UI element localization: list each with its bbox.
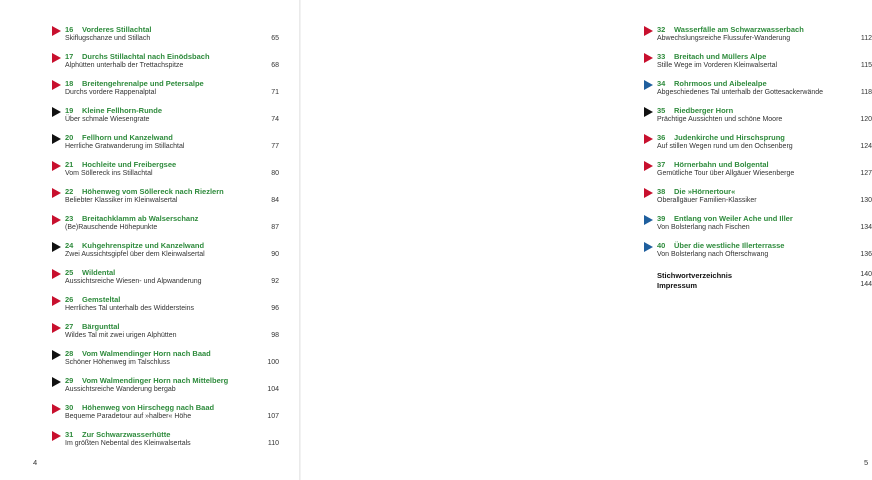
- tour-page-number: 71: [271, 89, 279, 96]
- tour-subtitle: Stille Wege im Vorderen Kleinwalsertal: [657, 62, 778, 69]
- tour-page-number: 74: [271, 116, 279, 123]
- tour-subtitle: Herrliche Gratwanderung im Stillachtal: [65, 143, 185, 150]
- toc-entry: [52, 52, 279, 79]
- tour-title: Fellhorn und Kanzelwand: [82, 133, 173, 142]
- toc-entry: [52, 241, 279, 268]
- toc-entry: [52, 25, 279, 52]
- tour-subtitle: Prächtige Aussichten und schöne Moore: [657, 116, 783, 123]
- tour-title: Vorderes Stillachtal: [82, 25, 152, 34]
- tour-number: 28: [65, 349, 74, 358]
- toc-entry: [52, 133, 279, 160]
- tour-page-number: 96: [271, 305, 279, 312]
- tour-title: Breitachklamm ab Walserschanz: [82, 214, 199, 223]
- tour-page-number: 68: [271, 62, 279, 69]
- triangle-marker-icon: [644, 242, 653, 252]
- toc-entry: [52, 295, 279, 322]
- tour-title: Höhenweg von Hirschegg nach Baad: [82, 403, 215, 412]
- tour-subtitle: Oberallgäuer Familien-Klassiker: [657, 197, 757, 204]
- triangle-marker-icon: [52, 323, 61, 333]
- tour-subtitle: Auf stillen Wegen rund um den Ochsenberg: [657, 143, 793, 150]
- toc-entry: [52, 403, 279, 430]
- tour-title: Riedberger Horn: [674, 106, 734, 115]
- tour-number: 38: [657, 187, 666, 196]
- tour-number: 17: [65, 52, 74, 61]
- toc-extra-entry: [644, 271, 872, 281]
- tour-number: 35: [657, 106, 666, 115]
- tour-page-number: 87: [271, 224, 279, 231]
- tour-subtitle: Aussichtsreiche Wiesen- und Alpwanderung: [65, 278, 202, 285]
- triangle-marker-icon: [52, 80, 61, 90]
- tour-title: Entlang von Weiler Ache und Iller: [674, 214, 793, 223]
- toc-entry: [52, 376, 279, 403]
- tour-number: 19: [65, 106, 74, 115]
- tour-subtitle: Gemütliche Tour über Allgäuer Wiesenberge: [657, 170, 795, 177]
- triangle-marker-icon: [52, 188, 61, 198]
- toc-entry: [644, 241, 872, 268]
- tour-page-number: 107: [267, 413, 279, 420]
- triangle-marker-icon: [644, 134, 653, 144]
- tour-title: Gemsteltal: [82, 295, 121, 304]
- tour-number: 39: [657, 214, 666, 223]
- tour-page-number: 84: [271, 197, 279, 204]
- tour-title: Kuhgehrenspitze und Kanzelwand: [82, 241, 205, 250]
- tour-number: 40: [657, 241, 666, 250]
- tour-number: 25: [65, 268, 74, 277]
- extra-page-number: 144: [860, 281, 872, 288]
- toc-entry: [52, 349, 279, 376]
- tour-subtitle: Vom Söllereck ins Stillachtal: [65, 170, 153, 177]
- triangle-marker-icon: [644, 161, 653, 171]
- tour-title: Hörnerbahn und Bolgental: [674, 160, 769, 169]
- tour-number: 26: [65, 295, 74, 304]
- triangle-marker-icon: [52, 242, 61, 252]
- left-page: [0, 0, 300, 480]
- tour-subtitle: Durchs vordere Rappenalptal: [65, 89, 157, 96]
- tour-page-number: 124: [860, 143, 872, 150]
- tour-number: 37: [657, 160, 666, 169]
- toc-list-left: [52, 25, 279, 457]
- toc-entry: [52, 268, 279, 295]
- triangle-marker-icon: [52, 377, 61, 387]
- tour-number: 16: [65, 25, 74, 34]
- tour-title: Über die westliche Illerterrasse: [674, 241, 785, 250]
- tour-page-number: 77: [271, 143, 279, 150]
- tour-title: Rohrmoos und Aibelealpe: [674, 79, 767, 88]
- tour-page-number: 100: [267, 359, 279, 366]
- tour-page-number: 112: [860, 35, 872, 42]
- tour-title: Breitach und Müllers Alpe: [674, 52, 767, 61]
- extra-page-number: 140: [860, 271, 872, 278]
- right-page: [300, 0, 872, 480]
- tour-page-number: 92: [271, 278, 279, 285]
- tour-subtitle: Im größten Nebental des Kleinwalsertals: [65, 440, 191, 447]
- tour-subtitle: Skiflugschanze und Stillach: [65, 35, 151, 42]
- toc-entry: [644, 106, 872, 133]
- tour-subtitle: Herrliches Tal unterhalb des Widdersteins: [65, 305, 195, 312]
- extra-title: Stichwortverzeichnis: [657, 271, 733, 280]
- triangle-marker-icon: [52, 26, 61, 36]
- tour-title: Judenkirche und Hirschsprung: [674, 133, 785, 142]
- toc-entry: [644, 160, 872, 187]
- tour-page-number: 104: [267, 386, 279, 393]
- tour-subtitle: Abwechslungsreiche Flussufer-Wanderung: [657, 35, 791, 42]
- toc-entry: [52, 160, 279, 187]
- toc-entry: [644, 214, 872, 241]
- tour-title: Durchs Stillachtal nach Einödsbach: [82, 52, 210, 61]
- triangle-marker-icon: [644, 188, 653, 198]
- tour-title: Wasserfälle am Schwarzwasserbach: [674, 25, 804, 34]
- tour-page-number: 98: [271, 332, 279, 339]
- toc-entry: [52, 79, 279, 106]
- tour-subtitle: Über schmale Wiesengrate: [65, 116, 150, 123]
- tour-title: Bärgunttal: [82, 322, 120, 331]
- tour-subtitle: Von Bolsterlang nach Ofterschwang: [657, 251, 769, 258]
- triangle-marker-icon: [52, 215, 61, 225]
- toc-entry: [52, 430, 279, 457]
- tour-number: 20: [65, 133, 74, 142]
- triangle-marker-icon: [644, 53, 653, 63]
- page-number-right: 5: [864, 458, 869, 467]
- tour-number: 29: [65, 376, 74, 385]
- triangle-marker-icon: [52, 269, 61, 279]
- triangle-marker-icon: [52, 53, 61, 63]
- tour-subtitle: Von Bolsterlang nach Fischen: [657, 224, 750, 231]
- tour-subtitle: Beliebter Klassiker im Kleinwalsertal: [65, 197, 178, 204]
- toc-entry: [644, 187, 872, 214]
- tour-subtitle: Schöner Höhenweg im Talschluss: [65, 359, 170, 366]
- tour-title: Höhenweg vom Söllereck nach Riezlern: [82, 187, 224, 196]
- tour-number: 18: [65, 79, 74, 88]
- triangle-marker-icon: [52, 404, 61, 414]
- triangle-marker-icon: [644, 215, 653, 225]
- tour-number: 21: [65, 160, 74, 169]
- tour-title: Breitengehrenalpe und Petersalpe: [82, 79, 204, 88]
- tour-subtitle: (Be)Rauschende Höhepunkte: [65, 224, 158, 231]
- tour-page-number: 90: [271, 251, 279, 258]
- tour-subtitle: Bequeme Paradetour auf »halber« Höhe: [65, 413, 192, 420]
- triangle-marker-icon: [644, 107, 653, 117]
- tour-page-number: 80: [271, 170, 279, 177]
- tour-page-number: 120: [860, 116, 872, 123]
- tour-number: 31: [65, 430, 74, 439]
- triangle-marker-icon: [644, 80, 653, 90]
- tour-page-number: 118: [860, 89, 872, 96]
- tour-title: Zur Schwarzwasserhütte: [82, 430, 171, 439]
- triangle-marker-icon: [52, 431, 61, 441]
- toc-entry: [644, 79, 872, 106]
- tour-subtitle: Wildes Tal mit zwei urigen Alphütten: [65, 332, 177, 339]
- tour-number: 34: [657, 79, 666, 88]
- tour-page-number: 65: [271, 35, 279, 42]
- tour-subtitle: Aussichtsreiche Wanderung bergab: [65, 386, 176, 393]
- tour-number: 36: [657, 133, 666, 142]
- tour-title: Vom Walmendinger Horn nach Baad: [82, 349, 211, 358]
- triangle-marker-icon: [52, 161, 61, 171]
- toc-extra-entry: [644, 281, 872, 291]
- tour-number: 23: [65, 214, 74, 223]
- toc-list-right: [644, 25, 872, 291]
- triangle-marker-icon: [52, 134, 61, 144]
- tour-subtitle: Zwei Aussichtsgipfel über dem Kleinwalsertal: [65, 251, 205, 258]
- tour-number: 22: [65, 187, 74, 196]
- page-number-left: 4: [33, 458, 38, 467]
- toc-entry: [52, 106, 279, 133]
- triangle-marker-icon: [644, 26, 653, 36]
- toc-entry: [52, 214, 279, 241]
- extra-title: Impressum: [657, 281, 698, 290]
- tour-page-number: 136: [860, 251, 872, 258]
- tour-title: Kleine Fellhorn-Runde: [82, 106, 163, 115]
- tour-title: Die »Hörnertour«: [674, 187, 736, 196]
- tour-title: Wildental: [82, 268, 116, 277]
- tour-subtitle: Alphütten unterhalb der Trettachspitze: [65, 62, 184, 69]
- tour-page-number: 110: [267, 440, 279, 447]
- triangle-marker-icon: [52, 350, 61, 360]
- tour-page-number: 115: [860, 62, 872, 69]
- triangle-marker-icon: [52, 107, 61, 117]
- toc-entry: [644, 133, 872, 160]
- toc-entry: [52, 187, 279, 214]
- tour-page-number: 130: [860, 197, 872, 204]
- toc-entry: [644, 52, 872, 79]
- tour-title: Vom Walmendinger Horn nach Mittelberg: [82, 376, 229, 385]
- tour-number: 33: [657, 52, 666, 61]
- tour-number: 30: [65, 403, 74, 412]
- toc-entry: [52, 322, 279, 349]
- tour-page-number: 134: [860, 224, 872, 231]
- tour-title: Hochleite und Freibergsee: [82, 160, 177, 169]
- tour-number: 24: [65, 241, 74, 250]
- tour-number: 32: [657, 25, 666, 34]
- tour-page-number: 127: [860, 170, 872, 177]
- tour-subtitle: Abgeschiedenes Tal unterhalb der Gottesackerwände: [657, 89, 824, 96]
- toc-entry: [644, 25, 872, 52]
- tour-number: 27: [65, 322, 74, 331]
- triangle-marker-icon: [52, 296, 61, 306]
